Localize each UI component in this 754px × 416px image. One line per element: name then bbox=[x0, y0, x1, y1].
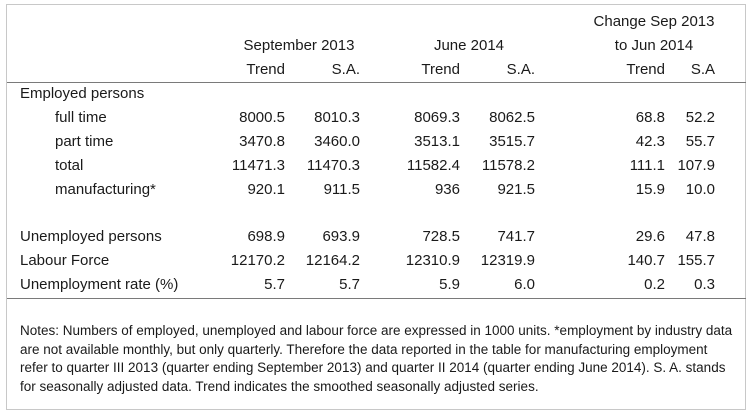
header-change-line2: to Jun 2014 bbox=[614, 37, 694, 54]
cell: 5.9 bbox=[439, 276, 460, 293]
cell: 936 bbox=[434, 181, 460, 198]
cell: 920.1 bbox=[247, 181, 285, 198]
header-change-line1: Change Sep 2013 bbox=[593, 13, 715, 30]
row-label: manufacturing* bbox=[55, 181, 156, 198]
cell: 6.0 bbox=[514, 276, 535, 293]
cell: 11471.3 bbox=[231, 157, 285, 174]
cell: 728.5 bbox=[422, 228, 460, 245]
cell: 3460.0 bbox=[314, 133, 360, 150]
subheader-trend-jun: Trend bbox=[421, 61, 460, 78]
cell: 11582.4 bbox=[406, 157, 460, 174]
cell: 68.8 bbox=[635, 109, 665, 126]
row-label: Unemployment rate (%) bbox=[20, 276, 179, 293]
cell: 8010.3 bbox=[314, 109, 360, 126]
cell: 10.0 bbox=[685, 181, 715, 198]
cell: 5.7 bbox=[264, 276, 285, 293]
row-label: part time bbox=[55, 133, 114, 150]
subheader-trend-sep: Trend bbox=[246, 61, 285, 78]
cell: 911.5 bbox=[323, 181, 360, 198]
cell: 47.8 bbox=[685, 228, 715, 245]
cell: 8069.3 bbox=[414, 109, 460, 126]
cell: 0.3 bbox=[694, 276, 715, 293]
cell: 698.9 bbox=[247, 228, 285, 245]
cell: 921.5 bbox=[497, 181, 535, 198]
cell: 107.9 bbox=[677, 157, 715, 174]
cell: 12164.2 bbox=[305, 252, 360, 269]
cell: 0.2 bbox=[644, 276, 665, 293]
cell: 8000.5 bbox=[239, 109, 285, 126]
cell: 140.7 bbox=[627, 252, 665, 269]
cell: 29.6 bbox=[635, 228, 665, 245]
row-label: Labour Force bbox=[20, 252, 110, 269]
cell: 15.9 bbox=[635, 181, 665, 198]
cell: 5.7 bbox=[339, 276, 360, 293]
cell: 11470.3 bbox=[306, 157, 360, 174]
cell: 52.2 bbox=[685, 109, 715, 126]
subheader-sa-change: S.A bbox=[690, 61, 715, 78]
cell: 3515.7 bbox=[489, 133, 535, 150]
cell: 111.1 bbox=[629, 157, 665, 174]
cell: 11578.2 bbox=[481, 157, 535, 174]
cell: 12170.2 bbox=[230, 252, 285, 269]
table-notes: Notes: Numbers of employed, unemployed and labour force are expressed in 1000 units. *employment by industry data are not available monthly, but only quarterly. Therefore the data reported in the table for manufacturing employment refer to quarter III 2013 (quarter ending September 2013) and quarter II 2014 (quarter ending June 2014). S. A. stands for seasonally adjusted data. Trend indicates the smoothed seasonally adjusted series. bbox=[20, 323, 733, 394]
header-june-2014: June 2014 bbox=[433, 37, 505, 54]
cell: 3513.1 bbox=[414, 133, 460, 150]
cell: 741.7 bbox=[497, 228, 535, 245]
cell: 12319.9 bbox=[480, 252, 535, 269]
subheader-trend-change: Trend bbox=[626, 61, 665, 78]
cell: 42.3 bbox=[635, 133, 665, 150]
row-label: full time bbox=[55, 109, 107, 126]
cell: 12310.9 bbox=[405, 252, 460, 269]
cell: 693.9 bbox=[322, 228, 360, 245]
cell: 8062.5 bbox=[489, 109, 535, 126]
subheader-sa-sep: S.A. bbox=[331, 61, 360, 78]
row-label: Unemployed persons bbox=[20, 228, 162, 245]
header-divider bbox=[7, 82, 746, 83]
table-bottom-divider bbox=[7, 298, 746, 299]
cell: 55.7 bbox=[685, 133, 715, 150]
employed-persons-label: Employed persons bbox=[20, 85, 145, 102]
subheader-sa-jun: S.A. bbox=[506, 61, 535, 78]
cell: 155.7 bbox=[677, 252, 715, 269]
cell: 3470.8 bbox=[239, 133, 285, 150]
header-september-2013: September 2013 bbox=[243, 37, 355, 54]
row-label: total bbox=[55, 157, 84, 174]
